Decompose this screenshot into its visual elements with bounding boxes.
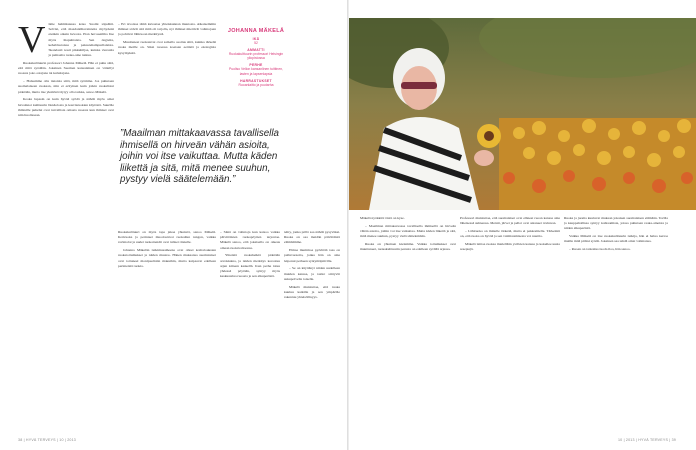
paragraph: – Maailman mittakaavassa tavallisella ihmisellä on hirveän vähän asioita, joihin voi itse vaikuttaa. Mutta käden liikettä ja sitä, mitä menee suuhun, pystyy vielä säätelemään. [360,223,456,239]
sidebar-name: JOHANNA MÄKELÄ [227,28,285,34]
article-column-4 [284,230,340,434]
paragraph: – Haluamme olla tietoisia siitä, mitä syömme. Jos puhutaan suomalaiseen ruokaan, niin ei erityinen kuin jotkin ruokalistat pidetään, mutta itse yksilönä täytyy olla tarkka, sanoo Mäkelä. [18,79,114,94]
paragraph: Ruoka on yhteinen kielemme. Vaikka tottumukset ovat muuttuneet, ruokakulttuurin perusta on edelleen syvällä arjessa. [360,242,456,252]
market-portrait-illustration [349,18,696,210]
paragraph: Johanna Mäkelän tutkimusaiheena ovat olleet kotitalouksien ruokatottumukset ja niiden muutos. Hänen mukaansa suomalaiset ovat tottuneet monipuolisiin makuihin, mutta kaipaavat edelleen perinteisiä ruokia. [118,248,216,268]
article-column-5 [360,216,456,434]
paragraph: Muuttuneet ruokatavat ovat samalla osoitus siitä, kuinka tärkeää ruoka meille on. Siksi ruoassa koetaan eettisiä ja ekologisia kysymyksiä. [118,40,216,55]
paragraph: Mäkelä muistuttaa, että ruoka kuuluu kaikille ja sen ympärille rakentuu yhteisöllisyys. [284,284,340,300]
paragraph: Ruokakulttuurin professori Johanna Mäkelä. Hän ei puhu siitä, että mitä syödään. Jokainen Suomen kansalainen on väitellyt ruoasta joko ostajana tai kuluttajana. [18,61,114,76]
paragraph: Elmaa mummoa pyörittää taas on pullavuoteita, jonka hän on aina leiponut perheen syntymäpäiville. [284,248,340,263]
article-column-6 [460,216,560,434]
paragraph: – Siinä on valintoja kun katsoo vaikka päivittäisten ruokapöytien tarjontaa. Mäkelä sanoo, että jokaisella on oikeus omaan ruokavalioonsa. [220,230,280,250]
paragraph: Ruokakulttuuri on myös tapa jakaa yhteisöä, sanoo Mäkelä. Kotiruoka ja perinteet muodostavat ruokailun rungon, vaikka ravintolat ja uudet ruokatrendit ovat tulleet rinnalle. [118,230,216,245]
paragraph: Mäkelä laittaa ruokaa mielellään ystävien kanssa ja kokeilee uusia reseptejä. [460,242,560,252]
sidebar-label: IKÄ [252,37,260,41]
sidebar-value: Puoliso Vellon kansanlinen tuittinen, lasten ja lapsenlapsia [228,67,284,76]
article-column-2-top [118,22,216,122]
sidebar-label: AMMATTI [247,47,265,52]
page-folio-right: 10 | 2013 | HYVÄ TERVEYS | 39 [617,438,676,442]
paragraph: Mäkelä nyökkää: tästä on kyse. [360,216,405,220]
sidebar-value: 52 [254,41,258,45]
profile-sidebar [226,28,286,87]
pull-quote: ”Maailman mittakaavassa tavallisella ihmisellä on hirveän vähän asioita, joihin voi itse vaikuttaa. Mutta käden liikettä ja sitä, mitä menee suuhun, pystyy vielä säätelemään.” [120,128,279,186]
article-column-2-bottom [118,230,216,434]
paragraph: – Se on käyttänyt niiden uudelleen muiden kanssa, ja taidot siirtyvät sukupolvelta toiselle. [284,266,340,281]
article-column-3 [220,230,280,434]
paragraph: Professori muistuttaa, että suomalaiset ovat eläneet ruoan kanssa aina läheisessä suhteessa. Metsät, järvet ja pellot ovat antaneet ravinnon. [460,216,560,226]
paragraph: Yhteisiä ruokahetkiä pidetään arvokkaina, ja niiden merkitys korostuu arjen kiireen keskellä. Kun perhe istuu yhdessä pöytään, syntyy myös keskustelua ruoasta ja sen alkuperästä. [220,253,280,279]
sidebar-value: Ruoanlaitto ja puutarha [238,82,274,87]
paragraph: Ruoka ja juoma kuuluvat mukaan jokaisen suomalaisen elämään. Torilla ja kauppahallissa syntyy kohtaamisia, joissa puhutaan raaka-aineista ja niiden alkuperästä. [564,216,668,231]
sidebar-label: HARRASTUKSET [240,78,272,83]
paragraph: tehty, jonka pöllö saa nähdä pysyväksi. Ruoka on osa meidän päivittäistä elämäämme. [284,230,340,245]
paragraph: – Ruoan on tarkoitus tuoda iloa, hän sanoo. [569,247,631,252]
sidebar-label: PERHE [249,63,263,68]
article-column-7 [564,216,668,434]
sidebar-value: Ruokakulttuurin professori Helsingin yliopistossa [228,51,284,61]
article-column-1 [18,22,114,434]
page-folio-left: 38 | HYVÄ TERVEYS | 10 | 2013 [18,438,77,442]
paragraph: Vaikka Mäkelä on itse ruokakulttuurin tutkija, hän ei halua kertoa muille mitä pitäisi syödä. Jokainen saa tehdä omat valintansa. [564,234,668,244]
paragraph: – Eri tavoissa tämä kuvastaa yhteiskunnan muutosta. Aikaisemmin ihmiset söivät sitä mitä oli tarjolla, nyt ihmiset miettivät valintojaan ja pohtivat lähiruoan merkitystä. [118,22,216,37]
portrait-photo [349,18,696,210]
drop-cap: V [18,22,46,61]
paragraph: iime helmikuussa koko Suomi säpsähti. Selvisi, että maadanilhavainteita myöydenä etenkin oikein hevosta. Pian hevosenliha Itse myös ihapuhtaista. Sen degreita, kehablastoissa ja pakastehampurilaisista. Skandaali nosti pikkuhiljaa, kuinka vieraalta ja puhtaalta ruoka-aine tuntuu. [48,22,114,58]
paragraph: Koska lupasin on kuin hyvää syödä ja nähdä myös omat havainnot kulttuurin läsnäolosta ja kasvisruokien käytöstä. Suurille ihmisille puhelut ovat turvallisia omasta ruoasta kun ihmiset ovat niin huolissaan. [18,97,114,118]
paragraph: – Lähiruoka on minulle tärkeää, mutta ei pakkomielle. Tärkeintä on, että ruoka on hyvää ja sen valmistamisesta voi nauttia. [460,229,560,239]
